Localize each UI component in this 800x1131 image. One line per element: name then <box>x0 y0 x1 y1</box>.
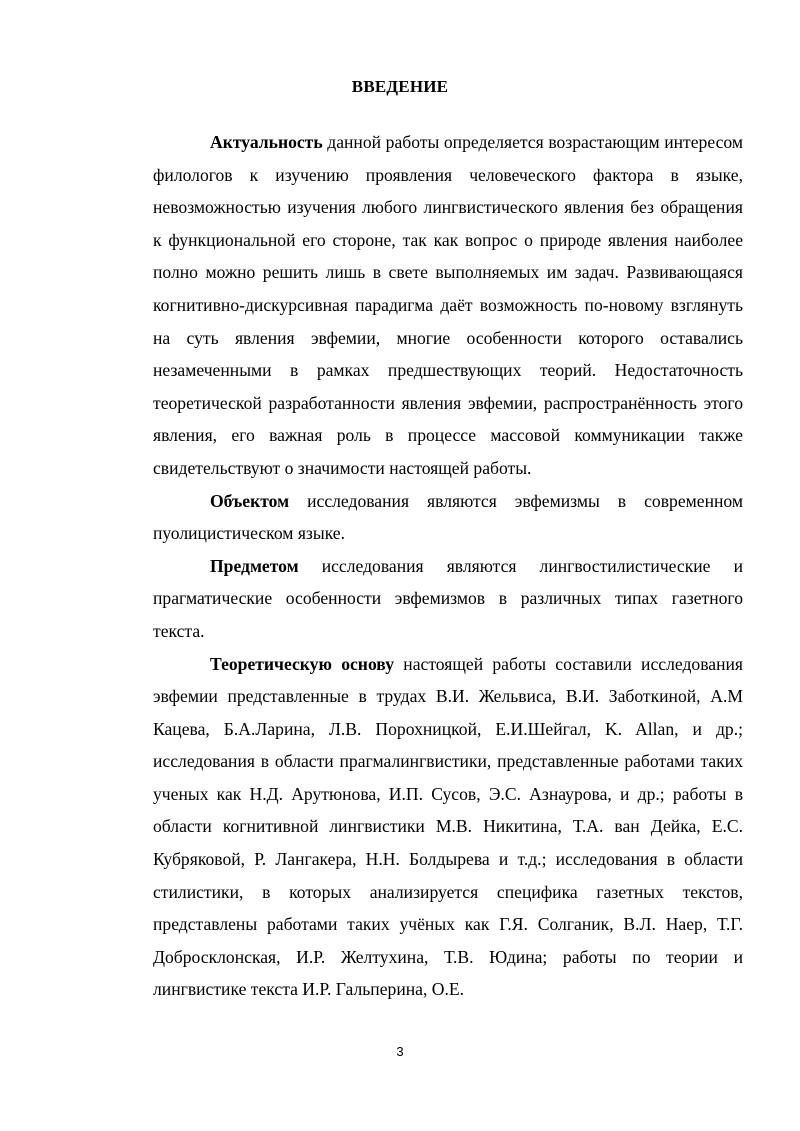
page-number: 3 <box>396 1044 404 1059</box>
lead-term: Объектом <box>210 490 290 511</box>
body-text <box>153 126 743 1006</box>
section-heading: ВВЕДЕНИЕ <box>351 77 449 96</box>
paragraph-theoretical-basis <box>153 648 743 1007</box>
lead-term: Актуальность <box>210 132 323 152</box>
lead-term: Теоретическую основу <box>210 653 395 674</box>
paragraph-text: исследования являются эвфемизмы в современном пуолицистическом языке. <box>153 490 743 544</box>
paragraph-object <box>153 485 743 550</box>
paragraph-text: данной работы определяется возрастающим интересом филологов к изучению проявления человеческого фактора в языке, невозможностью изучения любого лингвистического явления без обращения к функциональной его стороне, так как вопрос о природе явления наиболее полно можно решить лишь в свете выполняемых им задач. Развивающаяся когнитивно-дискурсивная парадигма даёт возможность по-новому взглянуть на суть явления эвфемии, многие особенности которого оставались незамеченными в рамках предшествующих теорий. Недостаточность теоретической разработанности явления эвфемии, распространённость этого явления, его важная роль в процессе массовой коммуникации также свидетельствуют о значимости настоящей работы. <box>153 132 743 478</box>
paragraph-text: исследования являются лингвостилистические и прагматические особенности эвфемизмов в различных типах газетного текста. <box>153 555 743 641</box>
lead-term: Предметом <box>210 555 299 576</box>
paragraph-text: настоящей работы составили исследования эвфемии представленные в трудах В.И. Жельвиса, В.И. Заботкиной, А.М Кацева, Б.А.Ларина, Л.В. Порохницкой, Е.И.Шейгал, K. Allan, и др.; исследования в области прагмалингвистики, представленные работами таких ученых как Н.Д. Арутюнова, И.П. Сусов, Э.С. Азнаурова, и др.; работы в области когнитивной лингвистики М.В. Никитина, Т.А. ван Дейка, Е.С. Кубряковой, Р. Лангакера, Н.Н. Болдырева и т.д.; исследования в области стилистики, в которых анализируется специфика газетных текстов, представлены работами таких учёных как Г.Я. Солганик, В.Л. Наер, Т.Г. Добросклонская, И.Р. Желтухина, Т.В. Юдина; работы по теории и лингвистике текста И.Р. Гальперина, О.Е. <box>153 653 743 1000</box>
paragraph-relevance <box>153 126 743 485</box>
paragraph-subject <box>153 550 743 648</box>
